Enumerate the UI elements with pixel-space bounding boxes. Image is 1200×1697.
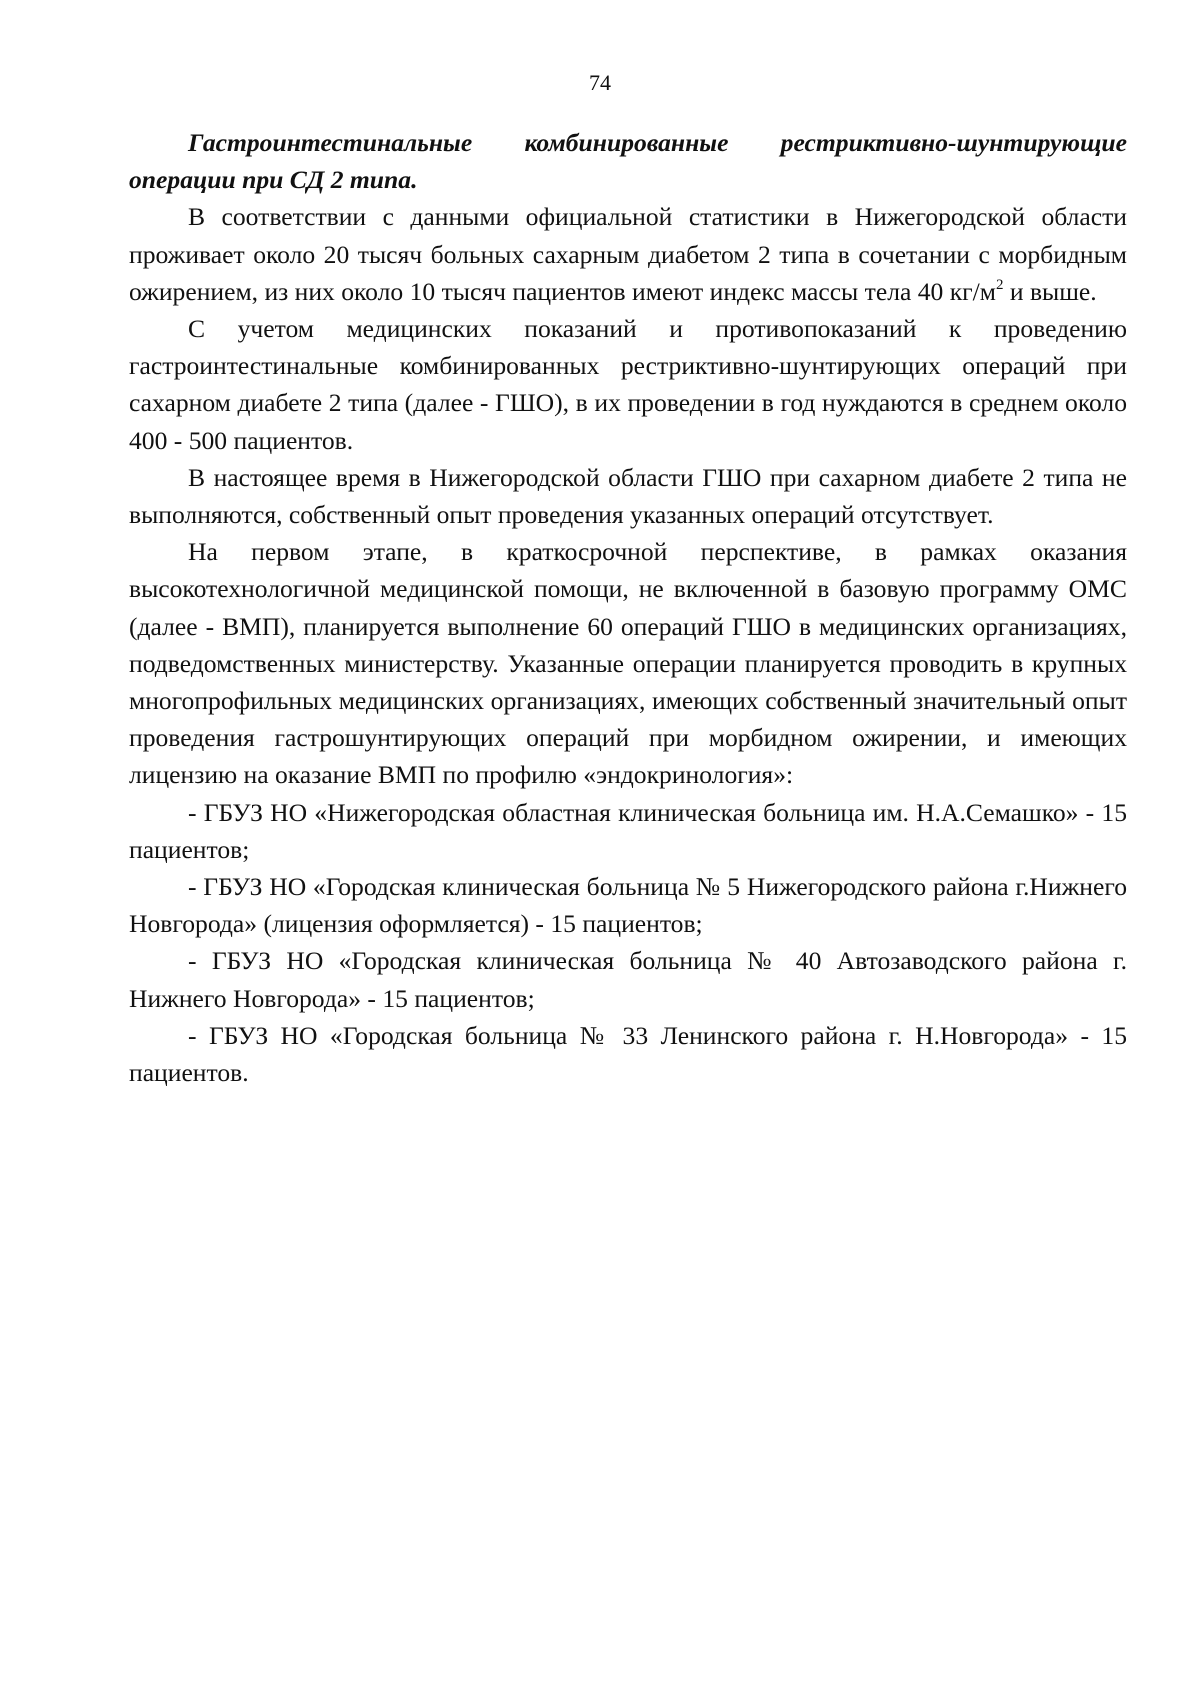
- paragraph-statistics-text: В соответствии с данными официальной статистики в Нижегородской области проживает около 20 тысяч больных сахарным диабетом 2 типа в сочетании с морбидным ожирением, из них около 10 тысяч пациентов имеют индекс массы тела 40 кг/м: [129, 202, 1127, 306]
- paragraph-first-stage: На первом этапе, в краткосрочной перспективе, в рамках оказания высокотехнологичной медицинской помощи, не включенной в базовую программу ОМС (далее - ВМП), планируется выполнение 60 операций ГШО в медицинских организациях, подведомственных министерству. Указанные операции планируется проводить в крупных многопрофильных медицинских организациях, имеющих собственный значительный опыт проведения гастрошунтирующих операций при морбидном ожирении, и имеющих лицензию на оказание ВМП по профилю «эндокринология»:: [129, 537, 1127, 790]
- superscript-exponent: 2: [995, 276, 1004, 293]
- page-number: 74: [589, 70, 611, 95]
- paragraph-indications: С учетом медицинских показаний и противопоказаний к проведению гастроинтестинальные комбинированных рестриктивно-шунтирующих операций при сахарном диабете 2 типа (далее - ГШО), в их проведении в год нуждаются в среднем около 400 - 500 пациентов.: [129, 314, 1127, 455]
- document-body: [129, 124, 1127, 1091]
- paragraph-statistics: [129, 198, 1127, 310]
- paragraph-current-status: В настоящее время в Нижегородской области ГШО при сахарном диабете 2 типа не выполняются, собственный опыт проведения указанных операций отсутствует.: [129, 462, 1127, 530]
- list-item-hospital-1: - ГБУЗ НО «Нижегородская областная клиническая больница им. Н.А.Семашко» - 15 пациентов;: [129, 797, 1127, 864]
- list-item-hospital-4: - ГБУЗ НО «Городская больница № 33 Ленинского района г. Н.Новгорода» - 15 пациентов.: [129, 1020, 1127, 1088]
- paragraph-statistics-tail: и выше.: [1003, 276, 1097, 306]
- list-item-hospital-2: - ГБУЗ НО «Городская клиническая больница № 5 Нижегородского района г.Нижнего Новгорода» (лицензия оформляется) - 15 пациентов;: [129, 872, 1127, 939]
- section-heading: Гастроинтестинальные комбинированные рестриктивно-шунтирующие операции при СД 2 типа.: [129, 128, 1127, 195]
- list-item-hospital-3: - ГБУЗ НО «Городская клиническая больница № 40 Автозаводского района г. Нижнего Новгорода» - 15 пациентов;: [129, 946, 1127, 1013]
